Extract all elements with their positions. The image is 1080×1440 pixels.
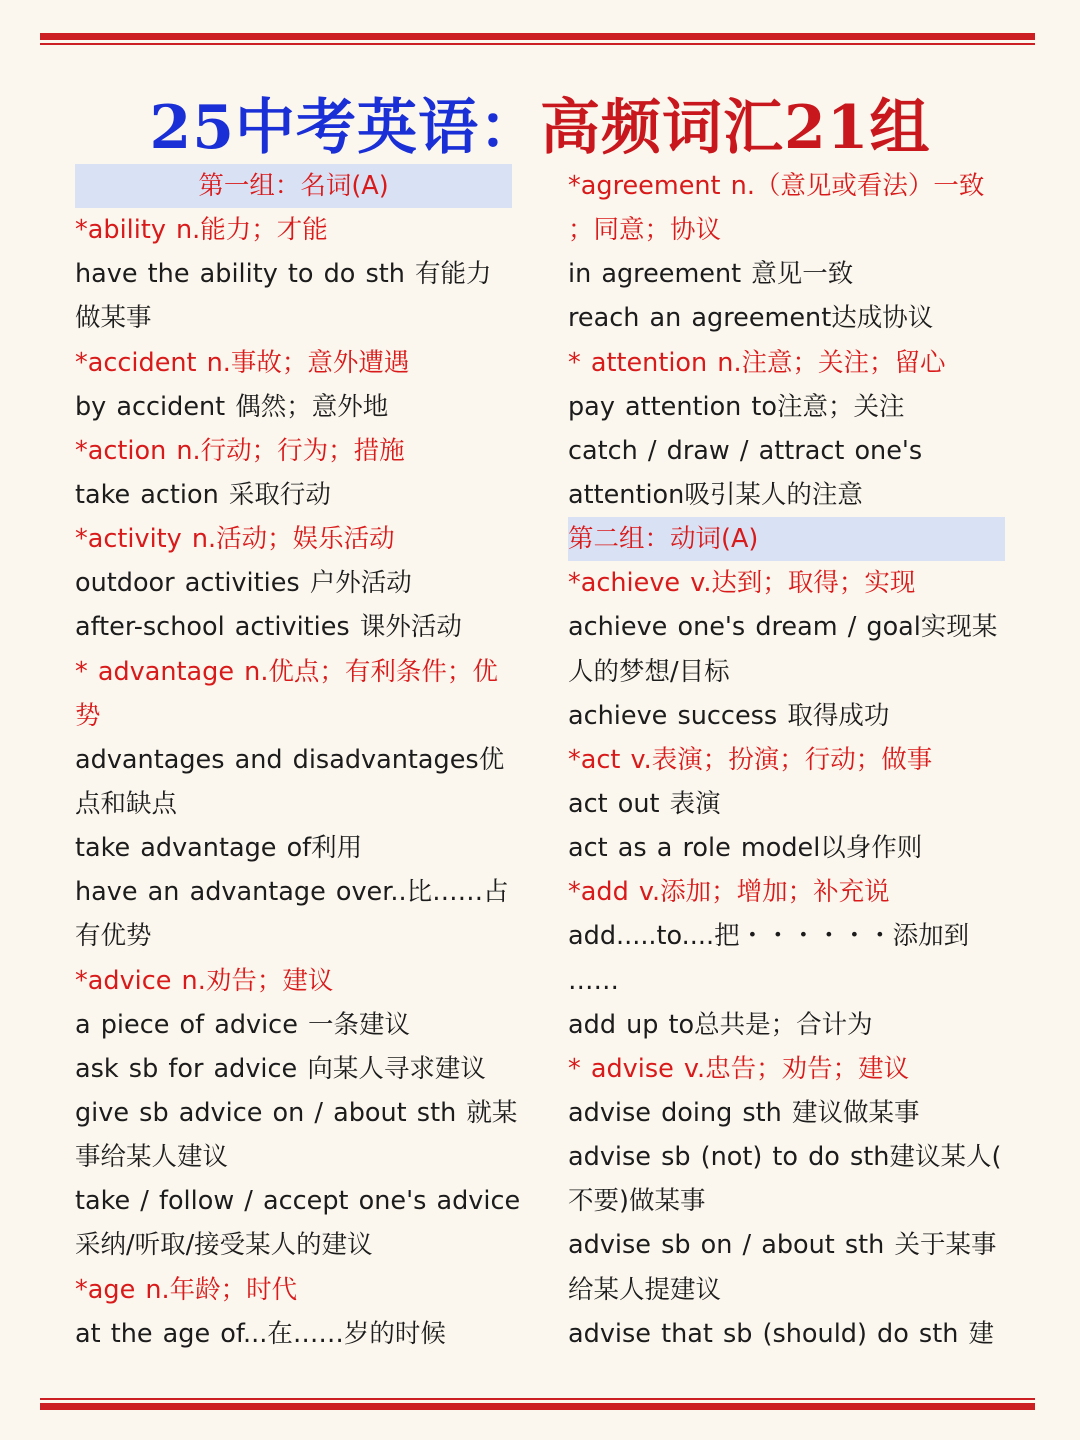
vocab-example-line: catch / draw / attract one's	[568, 435, 923, 466]
top-border-rule	[40, 33, 1035, 45]
vocab-entry-heading: * attention n.注意；关注；留心	[568, 347, 946, 378]
vocab-example-line: outdoor activities 户外活动	[75, 568, 412, 599]
vocab-entry-heading: *ability n.能力；才能	[75, 215, 328, 246]
vocab-example-line: give sb advice on / about sth 就某	[75, 1097, 518, 1128]
vocab-example-line: after-school activities 课外活动	[75, 612, 462, 643]
vocab-example-line: at the age of...在……岁的时候	[75, 1318, 446, 1349]
group-heading: 第二组：动词(A)	[568, 517, 1005, 561]
vocab-example-line: have the ability to do sth 有能力	[75, 259, 492, 290]
vocab-entry-heading: *activity n.活动；娱乐活动	[75, 524, 395, 555]
vocab-example-line: add up to总共是；合计为	[568, 1009, 873, 1040]
vocab-entry-heading: *act v.表演；扮演；行动；做事	[568, 744, 933, 775]
vocab-example-line: act as a role model以身作则	[568, 833, 923, 864]
vocab-entry-heading: *action n.行动；行为；措施	[75, 435, 405, 466]
vocab-example-line: 采纳/听取/接受某人的建议	[75, 1230, 373, 1261]
vocab-entry-heading: *agreement n.（意见或看法）一致	[568, 171, 985, 201]
vocab-example-line: advise doing sth 建议做某事	[568, 1097, 920, 1128]
vocab-example-line: attention吸引某人的注意	[568, 479, 863, 510]
right-column	[568, 164, 1008, 1356]
vocab-entry-heading: * advantage n.优点；有利条件；优	[75, 656, 498, 687]
page-title	[0, 80, 1080, 166]
vocab-example-line: by accident 偶然；意外地	[75, 391, 389, 422]
vocab-example-line: achieve one's dream / goal实现某	[568, 612, 998, 643]
vocab-entry-heading: 势	[75, 700, 101, 731]
vocab-example-line: a piece of advice 一条建议	[75, 1009, 410, 1040]
vocab-example-line: in agreement 意见一致	[568, 259, 854, 290]
vocab-example-line: 给某人提建议	[568, 1274, 722, 1305]
title-part-red: 高频词汇21组	[540, 93, 931, 163]
vocab-example-line: advise sb on / about sth 关于某事	[568, 1230, 997, 1261]
title-part-blue: 25中考英语：	[149, 93, 540, 163]
vocab-example-line: 人的梦想/目标	[568, 656, 730, 687]
vocab-example-line: have an advantage over..比……占	[75, 877, 509, 908]
vocab-example-line: 有优势	[75, 921, 152, 952]
vocab-example-line: 不要)做某事	[568, 1186, 706, 1217]
vocab-example-line: pay attention to注意；关注	[568, 391, 905, 422]
vocab-example-line: take advantage of利用	[75, 833, 363, 864]
vocab-example-line: advise that sb (should) do sth 建	[568, 1318, 994, 1349]
group-heading: 第一组：名词(A)	[75, 164, 512, 208]
vocab-example-line: add.....to....把・・・・・・添加到	[568, 921, 970, 952]
vocab-example-line: advise sb (not) to do sth建议某人(	[568, 1142, 1002, 1173]
vocab-example-line: 点和缺点	[75, 788, 178, 819]
vocab-example-line: take / follow / accept one's advice	[75, 1186, 521, 1217]
vocab-entry-heading: *age n.年龄；时代	[75, 1274, 298, 1305]
vocab-example-line: achieve success 取得成功	[568, 700, 890, 731]
vocab-example-line: take action 采取行动	[75, 479, 331, 510]
vocab-example-line: reach an agreement达成协议	[568, 303, 934, 334]
vocab-entry-heading: *accident n.事故；意外遭遇	[75, 347, 410, 378]
vocab-entry-heading: *add v.添加；增加；补充说	[568, 877, 890, 908]
vocab-example-line: 事给某人建议	[75, 1142, 229, 1173]
vocab-example-line: ask sb for advice 向某人寻求建议	[75, 1053, 486, 1084]
vocab-entry-heading: *achieve v.达到；取得；实现	[568, 568, 916, 599]
vocab-entry-heading: *advice n.劝告；建议	[75, 965, 334, 996]
vocab-entry-heading: * advise v.忠告；劝告；建议	[568, 1053, 910, 1084]
vocab-example-line: act out 表演	[568, 788, 721, 819]
vocab-entry-heading: ；同意；协议	[568, 215, 722, 246]
vocab-example-line: advantages and disadvantages优	[75, 744, 505, 775]
vocab-example-line: ……	[568, 965, 619, 996]
vocab-example-line: 做某事	[75, 303, 152, 334]
bottom-border-rule	[40, 1398, 1035, 1410]
left-column	[75, 164, 521, 1356]
